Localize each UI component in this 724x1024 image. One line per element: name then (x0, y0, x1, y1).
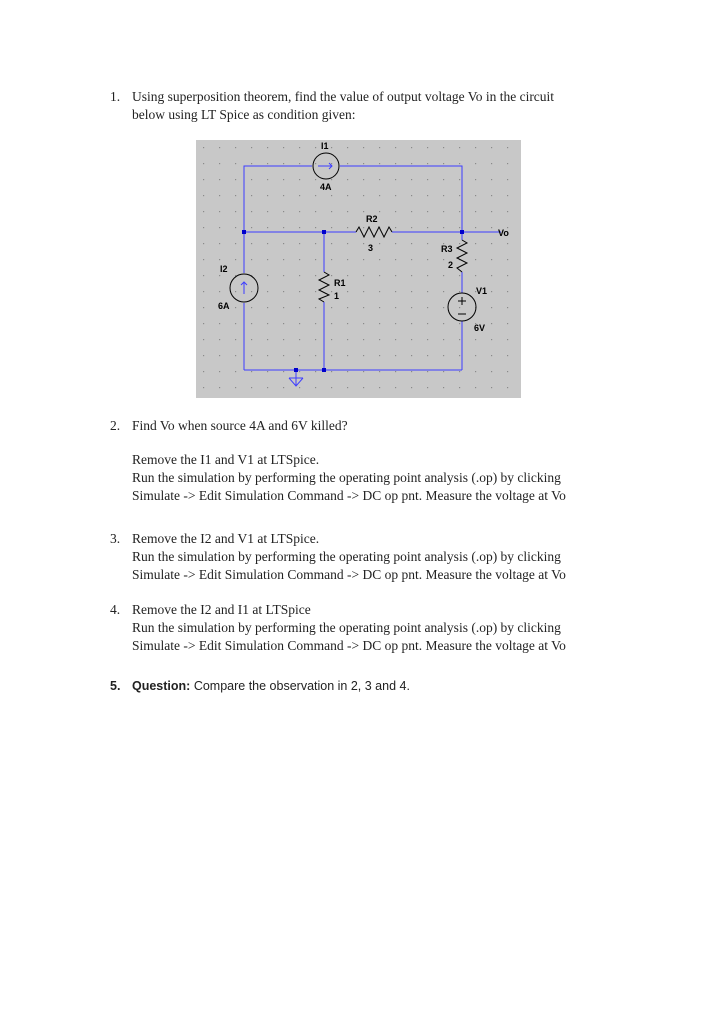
question-text-line: Find Vo when source 4A and 6V killed? (132, 418, 348, 433)
r2-value: 3 (368, 243, 374, 253)
r2-label: R2 (366, 214, 378, 224)
circuit-diagram (196, 140, 521, 398)
r1-value: 1 (334, 291, 340, 301)
schematic-grid (196, 140, 521, 398)
instruction-line: Remove the I2 and V1 at LTSpice. (132, 531, 320, 546)
instruction-line: Simulate -> Edit Simulation Command -> DC op pnt. Measure the voltage at Vo (132, 488, 566, 503)
node (322, 230, 326, 234)
node (322, 368, 326, 372)
question-number: 4. (110, 602, 121, 617)
instruction-line: Remove the I1 and V1 at LTSpice. (132, 452, 320, 467)
node (294, 368, 298, 372)
instruction-line: Run the simulation by performing the operating point analysis (.op) by clicking (132, 470, 561, 485)
question-label: Question: (132, 679, 191, 693)
r3-label: R3 (441, 244, 453, 254)
i2-label: I2 (220, 264, 228, 274)
node (460, 230, 464, 234)
r3-value: 2 (448, 260, 454, 270)
instruction-line: Simulate -> Edit Simulation Command -> DC op pnt. Measure the voltage at Vo (132, 638, 566, 653)
question-text-line: Using superposition theorem, find the value of output voltage Vo in the circuit (132, 89, 555, 104)
r1-label: R1 (334, 278, 346, 288)
question-number: 1. (110, 89, 121, 104)
instruction-line: Run the simulation by performing the operating point analysis (.op) by clicking (132, 549, 561, 564)
question-number: 5. (110, 679, 121, 693)
instruction-line: Run the simulation by performing the operating point analysis (.op) by clicking (132, 620, 561, 635)
question-text: Compare the observation in 2, 3 and 4. (193, 679, 410, 693)
i1-label: I1 (321, 141, 329, 151)
question-number: 2. (110, 418, 121, 433)
instruction-line: Remove the I2 and I1 at LTSpice (132, 602, 311, 617)
v1-label: V1 (476, 286, 488, 296)
v1-value: 6V (474, 323, 486, 333)
question-text-line: below using LT Spice as condition given: (132, 107, 356, 122)
i2-value: 6A (218, 301, 230, 311)
i1-value: 4A (320, 182, 332, 192)
node (242, 230, 246, 234)
question-number: 3. (110, 531, 121, 546)
output-label-vo: Vo (498, 228, 509, 238)
instruction-line: Simulate -> Edit Simulation Command -> DC op pnt. Measure the voltage at Vo (132, 567, 566, 582)
